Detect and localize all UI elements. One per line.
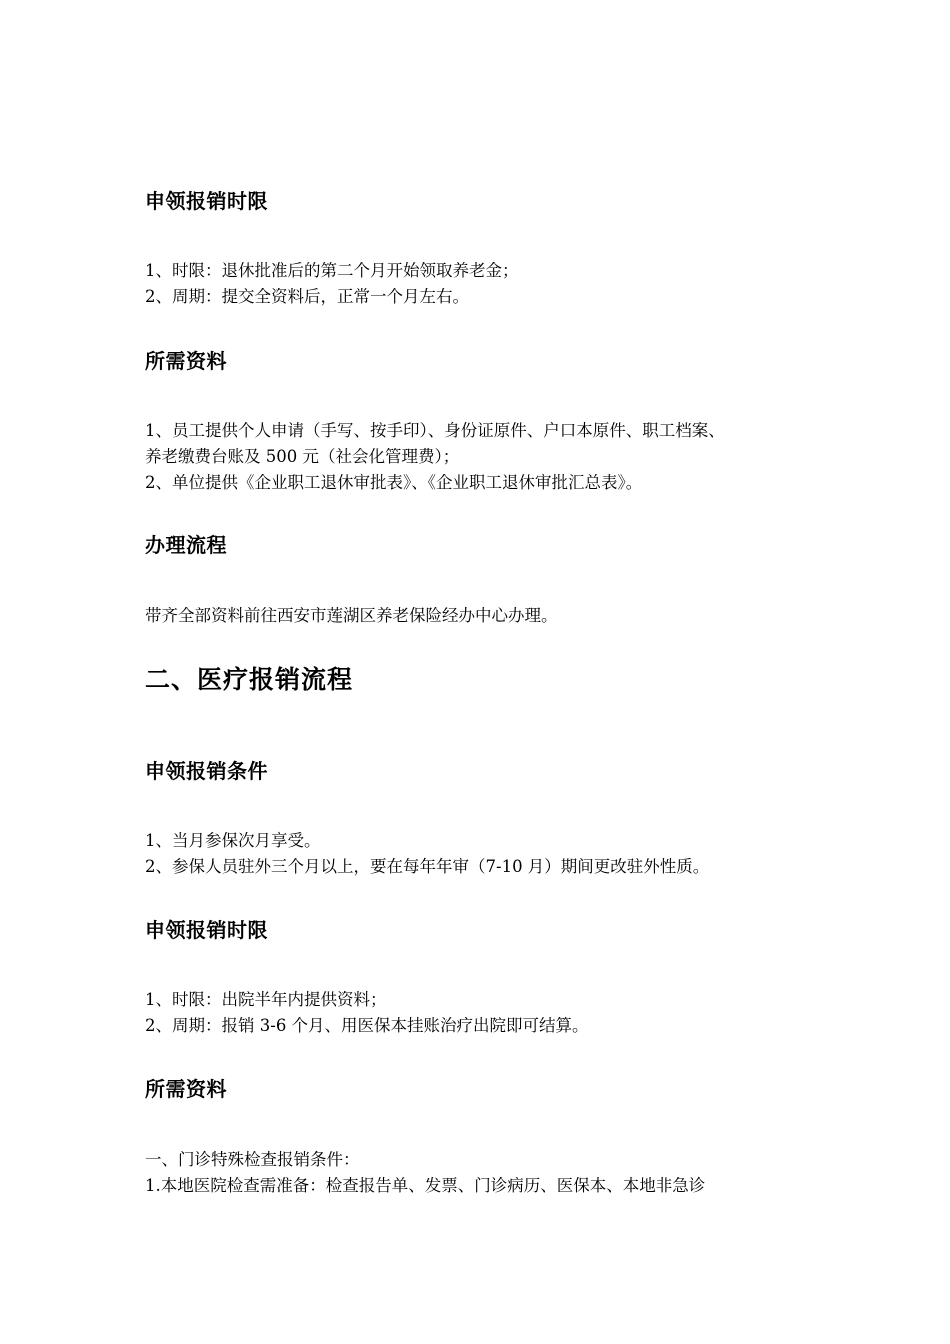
section-heading: 申领报销时限 (145, 189, 268, 213)
paragraph (145, 1147, 705, 1199)
part-title: 二、医疗报销流程 (145, 665, 354, 694)
section-heading: 申领报销时限 (145, 918, 268, 942)
text-line: 1.本地医院检查需准备：检查报告单、发票、门诊病历、医保本、本地非急诊 (145, 1176, 706, 1195)
text-line: 养老缴费台账及 500 元（社会化管理费）； (145, 447, 460, 466)
paragraph (145, 258, 519, 310)
text-line: 1、时限：退休批准后的第二个月开始领取养老金； (145, 261, 519, 280)
paragraph (145, 603, 558, 629)
text-line: 2、周期：提交全资料后，正常一个月左右。 (145, 287, 469, 306)
paragraph (145, 418, 725, 496)
text-line: 1、时限：出院半年内提供资料； (145, 990, 387, 1009)
section-heading: 申领报销条件 (145, 759, 268, 783)
text-line: 2、单位提供《企业职工退休审批表》、《企业职工退休审批汇总表》。 (145, 473, 643, 492)
text-line: 2、周期：报销 3-6 个月、用医保本挂账治疗出院即可结算。 (145, 1016, 589, 1035)
section-heading: 所需资料 (145, 1077, 227, 1101)
text-line: 2、参保人员驻外三个月以上，要在每年年审（7-10 月）期间更改驻外性质。 (145, 857, 710, 876)
text-line: 一、门诊特殊检查报销条件： (145, 1150, 360, 1169)
section-heading: 办理流程 (145, 533, 227, 557)
text-line: 1、当月参保次月享受。 (145, 831, 321, 850)
section-heading: 所需资料 (145, 349, 227, 373)
paragraph (145, 828, 709, 880)
text-line: 带齐全部资料前往西安市莲湖区养老保险经办中心办理。 (145, 606, 558, 625)
paragraph (145, 987, 589, 1039)
text-line: 1、员工提供个人申请（手写、按手印）、身份证原件、户口本原件、职工档案、 (145, 421, 725, 440)
